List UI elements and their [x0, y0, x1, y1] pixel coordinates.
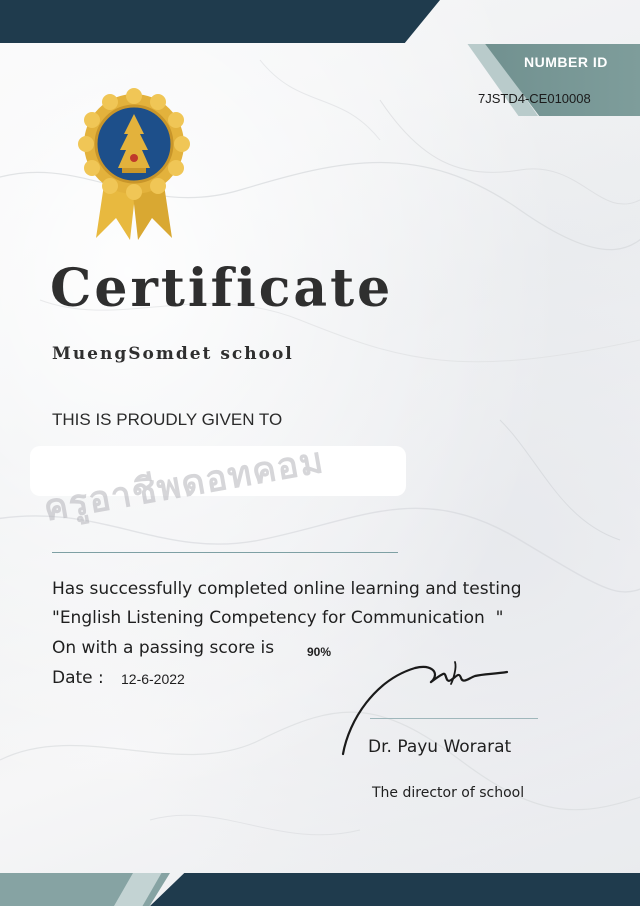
date-value: 12-6-2022 — [121, 671, 185, 687]
course-name: "English Listening Competency for Communication " — [52, 608, 504, 628]
recipient-underline — [52, 552, 398, 553]
director-name: Dr. Payu Worarat — [368, 737, 512, 757]
passing-score-label: On with a passing score is — [52, 638, 275, 658]
award-seal-icon — [78, 88, 190, 248]
director-title: The director of school — [372, 785, 525, 801]
top-navy-band — [0, 0, 440, 43]
completion-statement: Has successfully completed online learning and testing — [52, 579, 522, 599]
school-name: MuengSomdet school — [52, 344, 294, 364]
date-label: Date : — [52, 668, 104, 688]
watermark-text: ครูอาชีพดอทคอม — [40, 440, 328, 530]
given-to-label: THIS IS PROUDLY GIVEN TO — [52, 410, 283, 429]
number-id-label: NUMBER ID — [524, 54, 608, 70]
certificate-title: Certificate — [50, 258, 394, 319]
number-id-value: 7JSTD4-CE010008 — [478, 91, 591, 106]
bottom-navy-band — [150, 873, 640, 906]
passing-score-value: 90% — [307, 645, 332, 659]
signature-line — [370, 718, 538, 719]
